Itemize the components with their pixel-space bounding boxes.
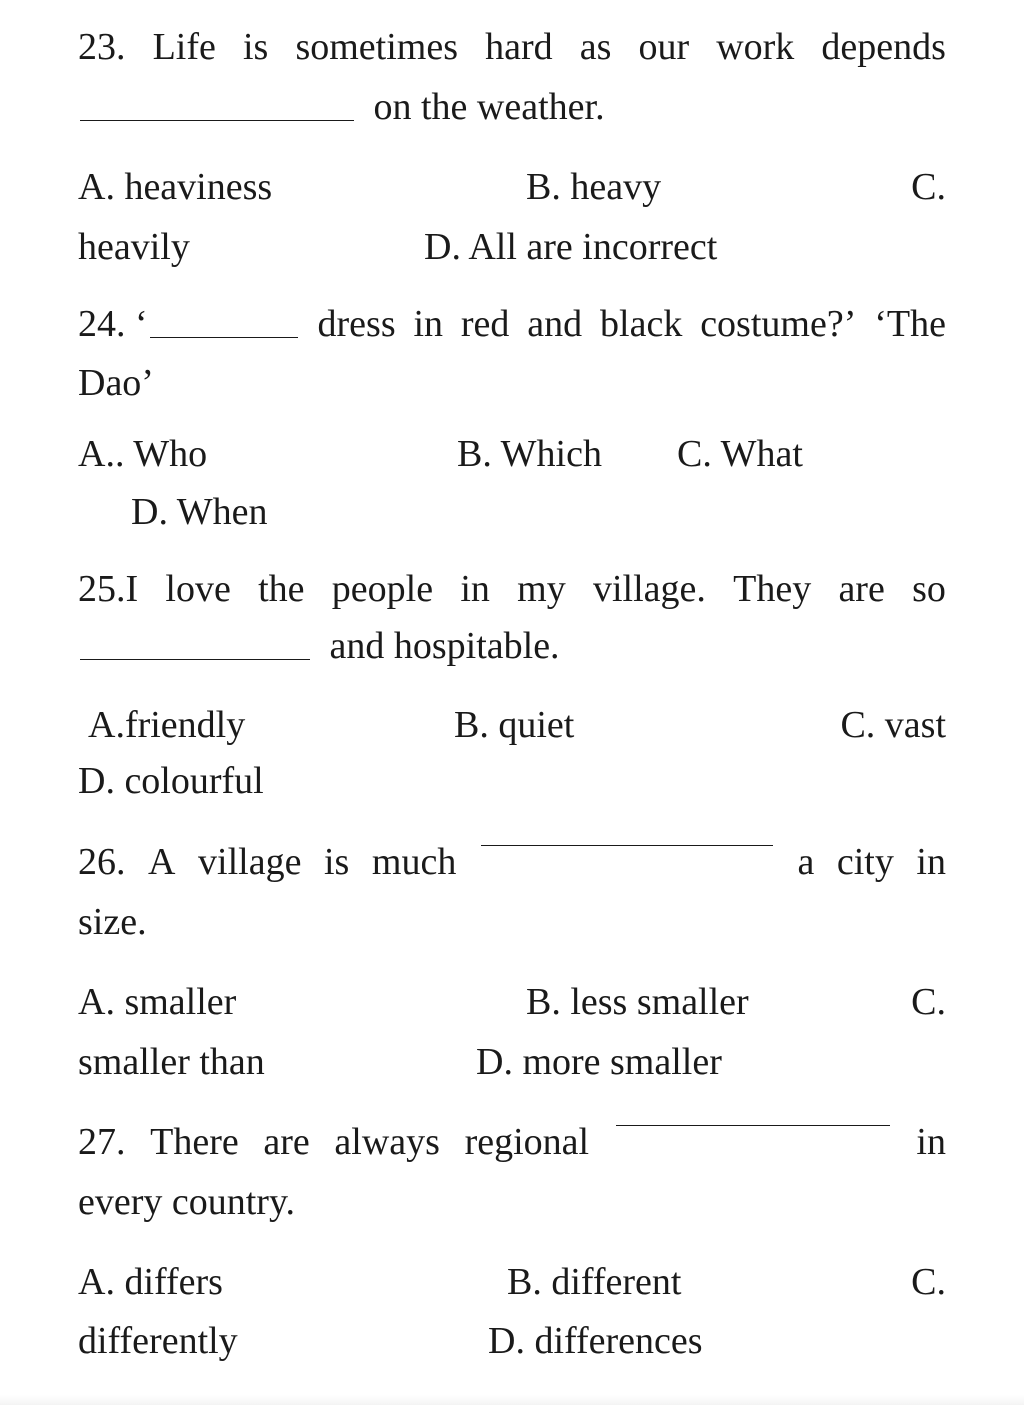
question-number: 27. [78, 1121, 126, 1163]
question-number: 23. [78, 26, 126, 68]
option-b[interactable]: B. different [507, 1261, 682, 1303]
answer-blank[interactable] [616, 1125, 890, 1126]
option-a[interactable]: A. smaller [78, 981, 237, 1023]
question-number: 26. [78, 841, 126, 883]
option-b[interactable]: B. quiet [454, 704, 575, 746]
question-25-stem-line2: and hospitable. [78, 627, 560, 665]
question-27-stem-line2: every country. [78, 1181, 295, 1223]
option-d[interactable]: D. more smaller [476, 1041, 722, 1083]
option-c[interactable]: C. [911, 1261, 946, 1303]
question-25-stem-line1: 25.I love the people in my village. They are so [78, 568, 946, 610]
question-26-stem-line2: size. [78, 901, 147, 943]
question-23-stem-line1: 23. Life is sometimes hard as our work depends [78, 26, 946, 68]
option-c-continued[interactable]: heavily [78, 226, 190, 268]
answer-blank[interactable] [80, 120, 354, 121]
answer-blank[interactable] [80, 659, 310, 660]
question-26-stem-line1: 26. A village is much a city in [78, 841, 946, 883]
question-number: 25.I [78, 568, 139, 610]
question-27-stem-line1: 27. There are always regional in [78, 1121, 946, 1163]
question-number: 24. ‘ [78, 303, 148, 345]
question-24-stem-line2: Dao’ [78, 362, 154, 404]
question-24-stem-line1: 24. ‘ dress in red and black costume?’ ‘The [78, 303, 946, 345]
answer-blank[interactable] [150, 337, 298, 338]
option-b[interactable]: B. less smaller [526, 981, 749, 1023]
option-c[interactable]: C. What [677, 433, 803, 475]
question-23-stem-line2: on the weather. [78, 88, 605, 126]
option-c[interactable]: C. vast [840, 704, 946, 746]
option-c-continued[interactable]: smaller than [78, 1041, 265, 1083]
option-a[interactable]: A. differs [78, 1261, 223, 1303]
answer-blank[interactable] [481, 845, 773, 846]
option-a[interactable]: A.friendly [88, 704, 246, 746]
option-d[interactable]: D. All are incorrect [424, 226, 718, 268]
option-d[interactable]: D. When [131, 491, 268, 533]
option-c-continued[interactable]: differently [78, 1320, 238, 1362]
option-c[interactable]: C. [911, 981, 946, 1023]
option-b[interactable]: B. heavy [526, 166, 662, 208]
option-d[interactable]: D. colourful [78, 760, 264, 802]
option-d[interactable]: D. differences [488, 1320, 703, 1362]
page-edge-shadow [0, 1395, 1024, 1405]
option-c[interactable]: C. [911, 166, 946, 208]
option-b[interactable]: B. Which [457, 433, 602, 475]
option-a[interactable]: A. heaviness [78, 166, 273, 208]
option-a[interactable]: A.. Who [78, 433, 208, 475]
